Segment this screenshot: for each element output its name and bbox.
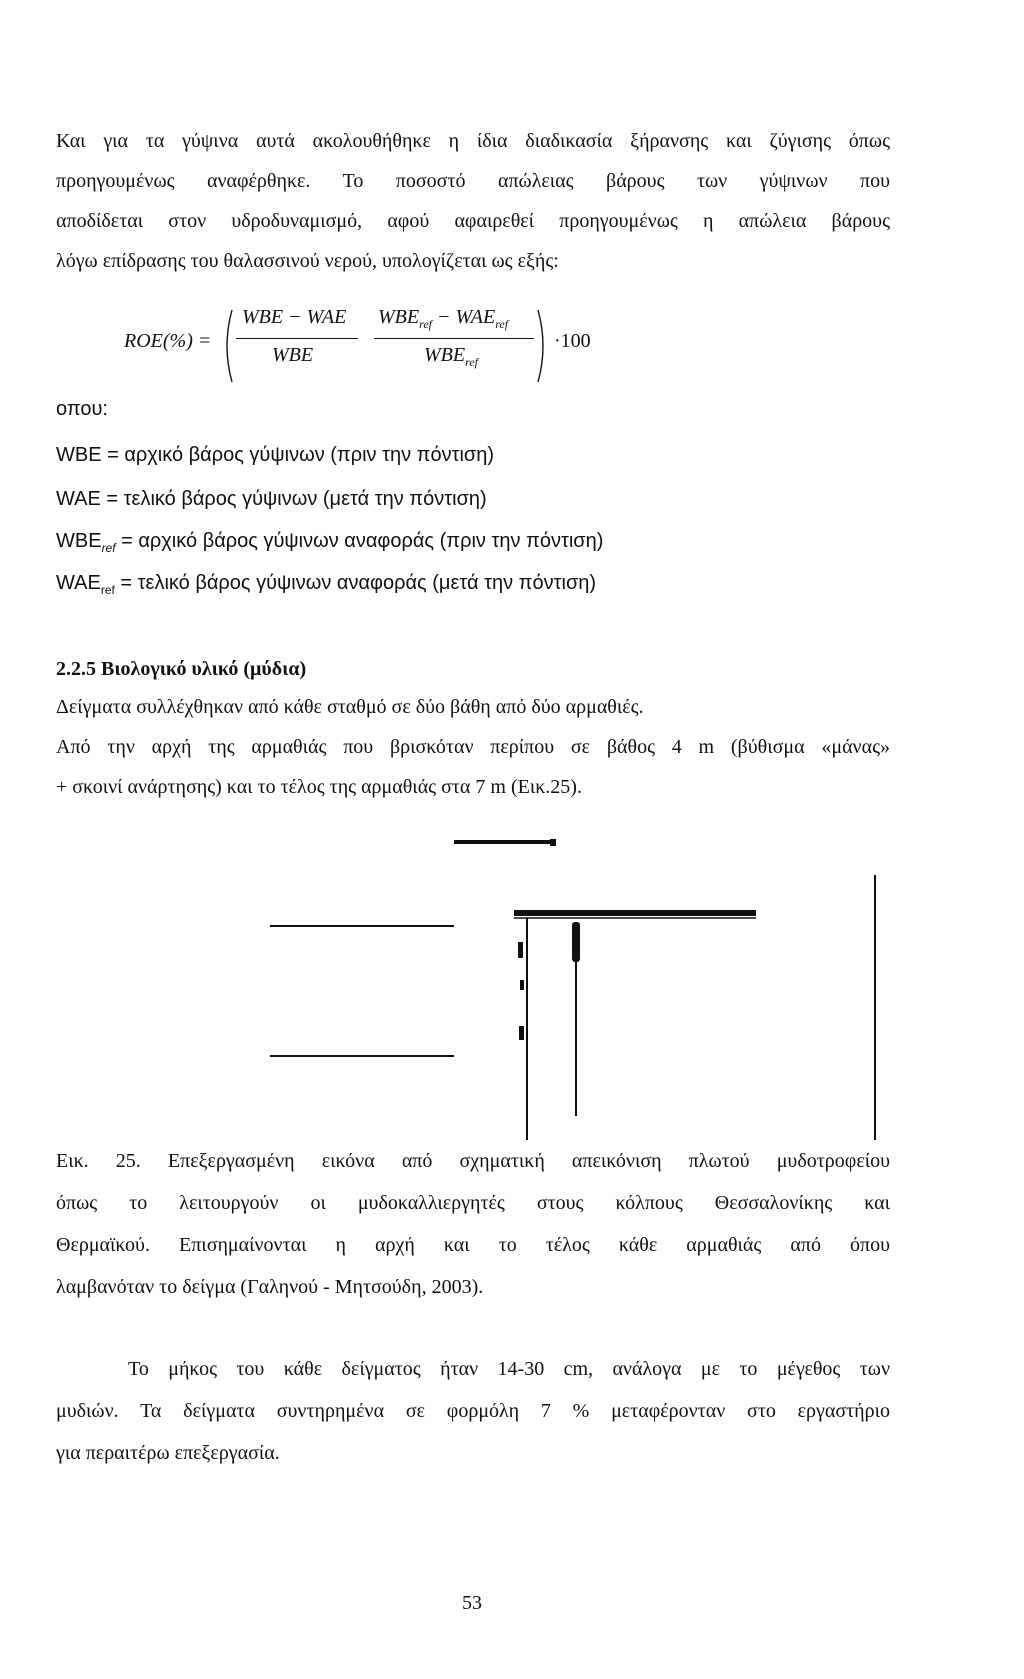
roe-formula [124, 300, 644, 390]
caption-line: όπως το λειτουργούν οι μυδοκαλλιεργητές στους κόλπους Θεσσαλονίκης και [56, 1192, 890, 1214]
text-line: για περαιτέρω επεξεργασία. [56, 1442, 280, 1464]
section-heading: 2.2.5 Βιολογικό υλικό (μύδια) [56, 658, 307, 680]
surface-marker [454, 839, 556, 846]
rope-start-marker [518, 918, 530, 1140]
caption-line: λαμβανόταν το δείγμα (Γαληνού - Μητσούδη, 2003). [56, 1276, 484, 1298]
definition-item: $WBE_{ref} = \alpha\rho\chi\iota\kappa ό$ βάρος γύψινων αναφοράς (πριν την πόντιση) [56, 530, 604, 555]
fraction1-denominator: WBE [272, 344, 314, 366]
fraction2-bar [374, 338, 534, 339]
formula-lhs: ROE(%) = [124, 330, 212, 352]
text-line: Και για τα γύψινα αυτά ακολουθήθηκε η ίδια διαδικασία ξήρανσης και ζύγισης όπως [56, 130, 890, 152]
text-line: Το μήκος του κάθε δείγματος ήταν 14-30 cm, ανάλογα με το μέγεθος των [128, 1358, 890, 1380]
rope-end-marker [572, 922, 580, 1116]
caption-line: Εικ. 25. Επεξεργασμένη εικόνα από σχηματική απεικόνιση πλωτού μυδοτροφείου [56, 1150, 890, 1172]
definition-item: $WAE_{ref} = \tau\varepsilon\lambda\iota\kappa ό$ βάρος γύψινων αναφοράς (μετά την πόντιση) [56, 572, 597, 597]
fraction2-numerator: $WBE_{ref} - WAE_{ref}$ [378, 306, 509, 331]
fraction1-numerator: WBE − WAE [242, 306, 347, 328]
fraction2-denominator: $WBE_{ref}$ [424, 344, 478, 369]
left-paren-icon [220, 308, 234, 384]
mussel-farm-figure [250, 830, 890, 1140]
definition-item: WBE = αρχικό βάρος γύψινων (πριν την πόντιση) [56, 444, 495, 466]
caption-line: Θερμαϊκού. Επισημαίνονται η αρχή και το τέλος κάθε αρμαθιάς από όπου [56, 1234, 890, 1256]
text-line: Από την αρχή της αρμαθιάς που βρισκόταν περίπου σε βάθος 4 m (βύθισμα «μάνας» [56, 736, 890, 758]
text-line: λόγω επίδρασης του θαλασσινού νερού, υπολογίζεται ως εξής: [56, 250, 559, 272]
fraction1-bar [236, 338, 358, 339]
text-line: + σκοινί ανάρτησης) και το τέλος της αρμαθιάς στα 7 m (Εικ.25). [56, 776, 582, 798]
formula-factor: ·100 [554, 330, 591, 352]
text-line: αποδίδεται στον υδροδυναμισμό, αφού αφαιρεθεί προηγουμένως η απώλεια βάρους [56, 210, 890, 232]
text-line: προηγουμένως αναφέρθηκε. Το ποσοστό απώλειας βάρους των γύψινων που [56, 170, 890, 192]
text-line: μυδιών. Τα δείγματα συντηρημένα σε φορμόλη 7 % μεταφέρονταν στο εργαστήριο [56, 1400, 890, 1422]
where-label: οπου: [56, 398, 108, 420]
right-paren-icon [536, 308, 550, 384]
text-line: Δείγματα συλλέχθηκαν από κάθε σταθμό σε δύο βάθη από δύο αρμαθιές. [56, 696, 644, 718]
definition-item: WAE = τελικό βάρος γύψινων (μετά την πόντιση) [56, 488, 487, 510]
page-number: 53 [462, 1592, 482, 1614]
longline [514, 910, 756, 918]
